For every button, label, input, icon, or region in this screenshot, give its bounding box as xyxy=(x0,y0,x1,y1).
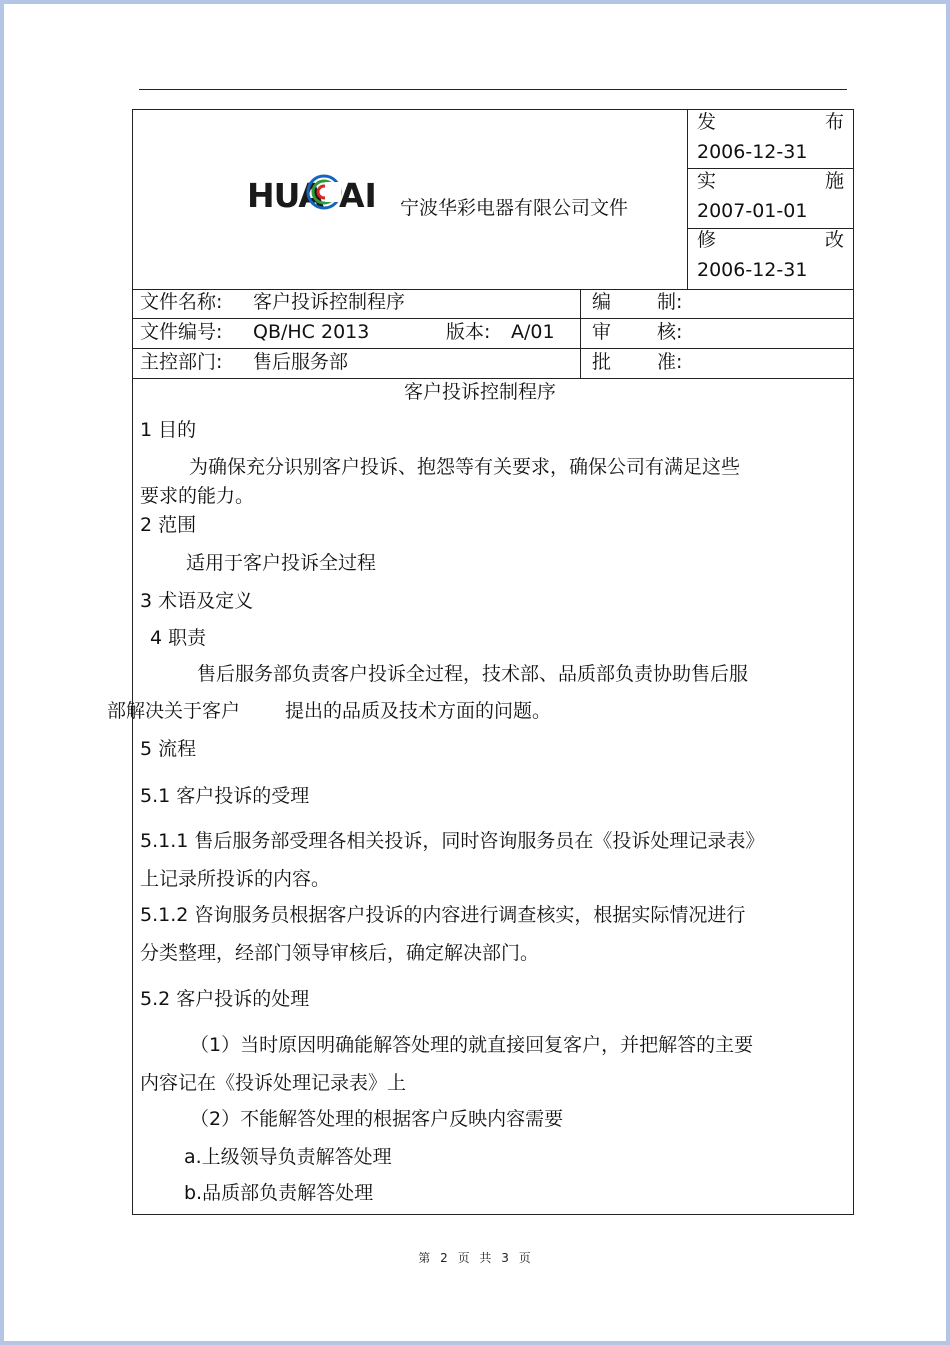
section-heading: 2 范围 xyxy=(140,514,197,536)
body-text: （1）当时原因明确能解答处理的就直接回复客户，并把解答的主要 xyxy=(190,1034,754,1056)
doc-code-label: 文件编号: xyxy=(140,321,223,343)
subsection-heading: 5.2 客户投诉的处理 xyxy=(140,988,310,1010)
page-suffix: 页 xyxy=(518,1251,532,1265)
body-text: 5.1.2 咨询服务员根据客户投诉的内容进行调查核实，根据实际情况进行 xyxy=(140,904,746,926)
section-heading: 1 目的 xyxy=(140,419,197,441)
effective-date: 2007-01-01 xyxy=(697,200,808,222)
review-label-a: 审 xyxy=(592,321,612,343)
list-item: b.品质部负责解答处理 xyxy=(184,1182,374,1204)
body-text: 提出的品质及技术方面的问题。 xyxy=(285,700,552,722)
doc-code-value: QB/HC 2013 xyxy=(253,321,370,343)
body-text: 适用于客户投诉全过程 xyxy=(186,552,377,574)
version-value: A/01 xyxy=(511,321,555,343)
revise-date: 2006-12-31 xyxy=(697,259,808,281)
body-text: 5.1.1 售后服务部受理各相关投诉，同时咨询服务员在《投诉处理记录表》 xyxy=(140,830,765,852)
effective-label-a: 实 xyxy=(697,170,717,192)
page-footer xyxy=(0,1249,950,1266)
info-row-line-4 xyxy=(132,378,854,379)
info-row-line-1 xyxy=(132,289,854,290)
page-current: 2 xyxy=(440,1251,449,1265)
svg-text:HUA: HUA xyxy=(247,176,323,215)
body-text: 上记录所投诉的内容。 xyxy=(140,868,331,890)
section-heading: 4 职责 xyxy=(150,627,207,649)
info-divider xyxy=(580,289,581,378)
top-rule xyxy=(139,89,847,90)
page-mid2: 共 xyxy=(479,1251,493,1265)
edit-label-b: 制: xyxy=(657,291,683,313)
dept-label: 主控部门: xyxy=(140,351,223,373)
body-text: 为确保充分识别客户投诉、抱怨等有关要求，确保公司有满足这些 xyxy=(189,456,741,478)
body-text: 部解决关于客户 xyxy=(107,700,241,722)
page-total: 3 xyxy=(501,1251,510,1265)
edit-label-a: 编 xyxy=(592,291,612,313)
page-prefix: 第 xyxy=(418,1251,432,1265)
publish-label-b: 布 xyxy=(825,111,845,133)
publish-label-a: 发 xyxy=(697,111,717,133)
body-text: 售后服务部负责客户投诉全过程，技术部、品质部负责协助售后服 xyxy=(197,663,749,685)
publish-date: 2006-12-31 xyxy=(697,141,808,163)
section-heading: 5 流程 xyxy=(140,738,197,760)
info-row-line-3 xyxy=(132,348,854,349)
info-row-line-2 xyxy=(132,318,854,319)
svg-text:AI: AI xyxy=(339,176,377,215)
doc-name-value: 客户投诉控制程序 xyxy=(253,291,406,313)
procedure-title: 客户投诉控制程序 xyxy=(404,381,557,403)
body-text: 分类整理，经部门领导审核后，确定解决部门。 xyxy=(140,942,540,964)
company-document-title: 宁波华彩电器有限公司文件 xyxy=(400,197,629,219)
subsection-heading: 5.1 客户投诉的受理 xyxy=(140,785,310,807)
page-mid1: 页 xyxy=(457,1251,471,1265)
version-label: 版本: xyxy=(446,321,491,343)
effective-label-b: 施 xyxy=(825,170,845,192)
revise-label-a: 修 xyxy=(697,229,717,251)
approve-label-a: 批 xyxy=(592,351,612,373)
review-label-b: 核: xyxy=(657,321,683,343)
dept-value: 售后服务部 xyxy=(253,351,349,373)
body-text: 要求的能力。 xyxy=(140,485,255,507)
revise-label-b: 改 xyxy=(825,229,845,251)
section-heading: 3 术语及定义 xyxy=(140,590,254,612)
company-logo xyxy=(247,170,377,215)
header-divider xyxy=(687,109,688,289)
body-text: （2）不能解答处理的根据客户反映内容需要 xyxy=(190,1108,564,1130)
list-item: a.上级领导负责解答处理 xyxy=(184,1146,392,1168)
approve-label-b: 准: xyxy=(657,351,683,373)
doc-name-label: 文件名称: xyxy=(140,291,223,313)
body-text: 内容记在《投诉处理记录表》上 xyxy=(140,1072,407,1094)
